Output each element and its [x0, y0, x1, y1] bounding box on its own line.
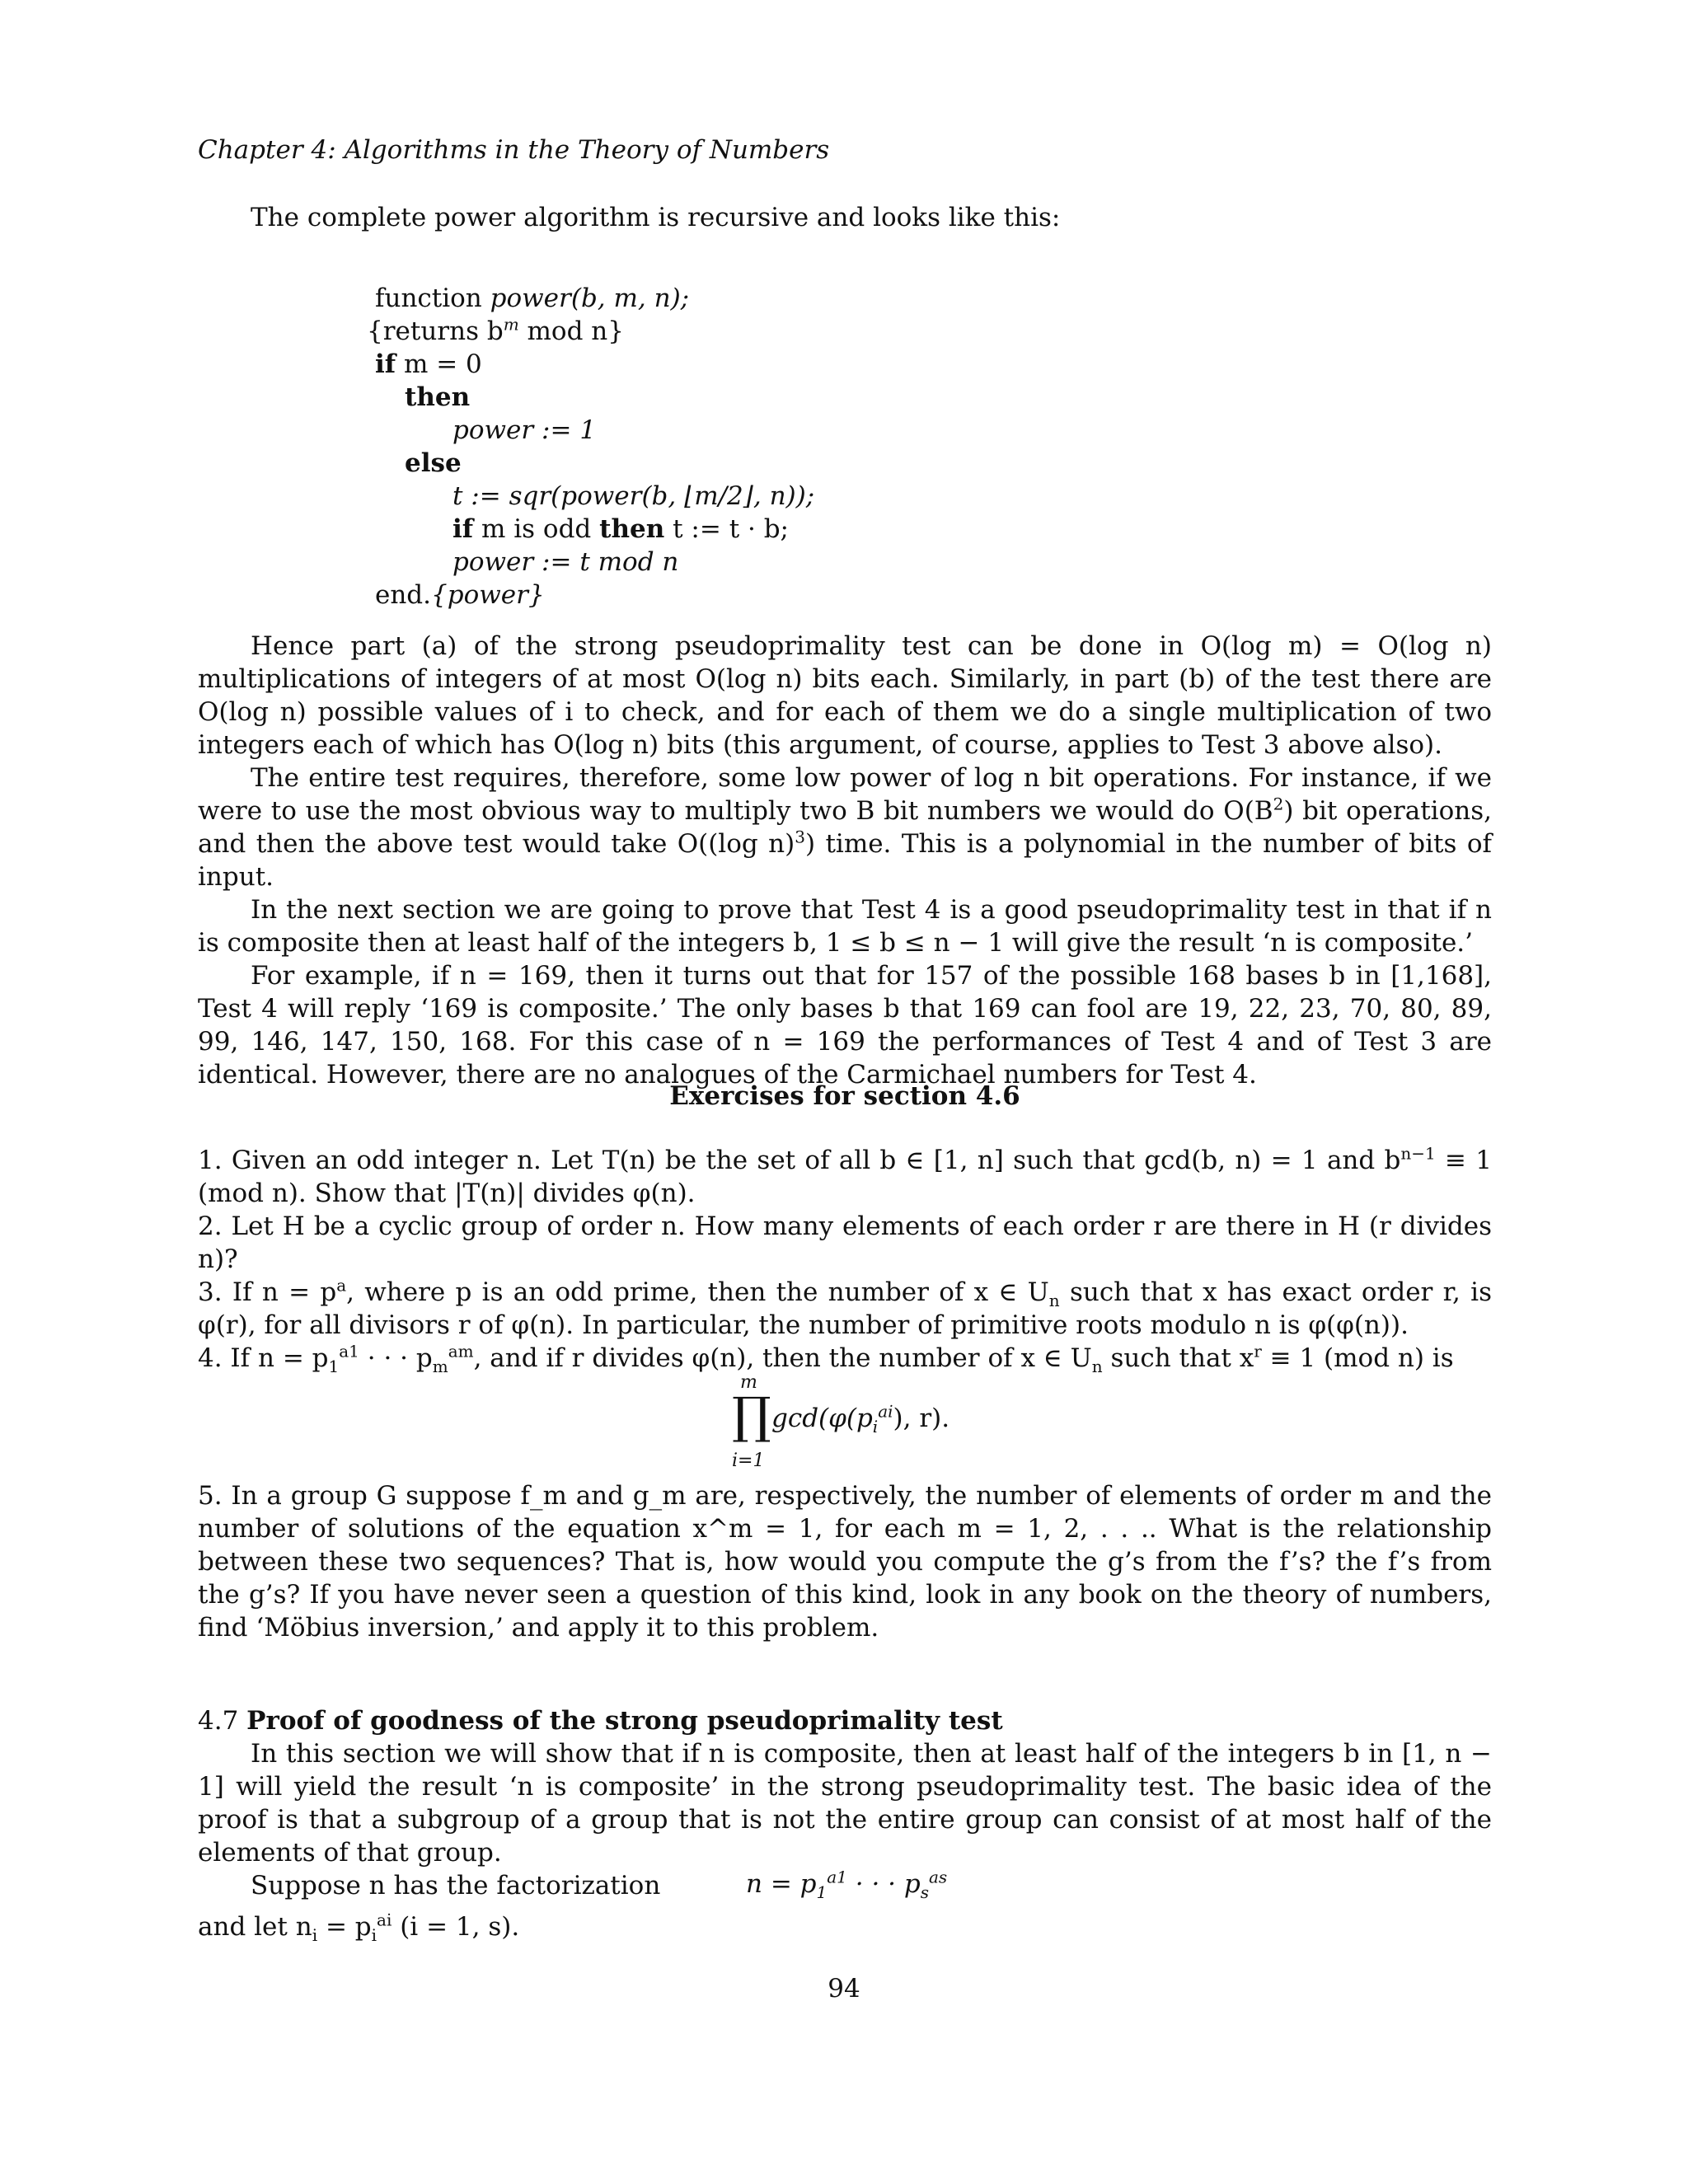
algorithm-listing [367, 282, 814, 612]
exercise-3: 3. If $n = p^a$, where p is an odd prime, then the number of x ∈ $U_n$ such that x has exact order r, is φ(r), for all divisors r of φ(n). In particular, the number of primitive roots modulo n is φ(φ(n)). [198, 1275, 1493, 1340]
exercise-5-block [198, 1479, 1492, 1644]
algo-line-4: then [405, 382, 471, 412]
exercises-heading: Exercises for section 4.6 [669, 1081, 1020, 1111]
algo-line-6: else [405, 448, 462, 478]
section-paragraph-2: Suppose n has the factorization [251, 1871, 661, 1900]
algo-line-8: if m is odd then t := t · b; [452, 514, 789, 544]
exercise-5: 5. In a group G suppose f_m and g_m are, respectively, the number of elements of order m and the number of solutions of the equation x^m = 1, for each m = 1, 2, . . .. What is the relationship between these two sequences? That is, how would you compute the g’s from the f’s? the f’s from the g’s? If you have never seen a question of this kind, look in any book on the theory of numbers, find ‘Möbius inversion,’ and apply it to this problem. [198, 1481, 1492, 1643]
page-number: 94 [828, 1974, 860, 2004]
exercise-4: 4. If $n = p_1^{a1}$ · · · $p_m^{am}$, and if r divides φ(n), then the number of x ∈ $U_n$ such that $x^r \equiv 1$ (mod n) is [198, 1341, 1454, 1377]
algo-line-2: {returns $b^m$ mod n} [367, 314, 624, 346]
algo-line-3: if m = 0 [375, 349, 482, 379]
running-header: Chapter 4: Algorithms in the Theory of Numbers [198, 135, 830, 165]
algo-line-7: t := sqr(power(b, ⌊m/2⌋, n)); [452, 481, 815, 511]
algo-line-5: power := 1 [452, 415, 597, 445]
exercise-2: 2. Let H be a cyclic group of order n. How many elements of each order r are there in H (r divides n)? [198, 1212, 1492, 1274]
paragraph-3: In the next section we are going to prove that Test 4 is a good pseudoprimality test in that if n is composite then at least half of the integers b, 1 ≤ b ≤ n − 1 will give the result ‘n is composite.’ [198, 895, 1492, 958]
product-formula [732, 1372, 979, 1479]
paragraph-1: Hence part (a) of the strong pseudoprimality test can be done in O(log m) = O(log n) multiplications of integers of at most O(log n) bits each. Similarly, in part (b) of the test there are O(log n) possible values of i to check, and for each of them we do a single multiplication of two integers each of which has O(log n) bits (this argument, of course, applies to Test 3 above also). [198, 631, 1492, 760]
section-last-line: and let $n_i = p_i^{ai}$ (i = 1, s). [198, 1910, 520, 1946]
paragraph-2: The entire test requires, therefore, some low power of log n bit operations. For instance, if we were to use the most obvious way to multiply two B bit numbers we would do $O(B^2)$ bit operations, and then the above test would take O((log n)$^3$) time. This is a polynomial in the number of bits of input. [198, 763, 1492, 892]
factorization-formula: $n = p_1^{a1}$ · · · $p_s^{as}$ [746, 1867, 948, 1903]
product-expression: $\gcd(\varphi(p_i^{ai})$, r). [771, 1401, 950, 1437]
algo-line-10: end.{power} [375, 580, 545, 610]
exercise-1: 1. Given an odd integer n. Let T(n) be the set of all b ∈ [1, n] such that gcd(b, n) = 1 and $b^{n-1} \equiv 1$ (mod n). Show that |T(n)| divides φ(n). [198, 1143, 1492, 1208]
section-heading: 4.7 Proof of goodness of the strong pseudoprimality test [198, 1706, 1003, 1736]
body-paragraphs [198, 630, 1492, 1091]
intro-line: The complete power algorithm is recursive and looks like this: [251, 203, 1061, 232]
algo-line-1: function power(b, m, n); [375, 284, 690, 313]
algo-line-9: power := t mod n [452, 547, 679, 577]
product-symbol: ∏ [732, 1387, 771, 1445]
product-upper-limit: m [740, 1372, 757, 1393]
paragraph-4: For example, if n = 169, then it turns out that for 157 of the possible 168 bases b in [1,168], Test 4 will reply ‘169 is composite.’ The only bases b that 169 can fool are 19, 22, 23, 70, 80, 89, 99, 146, 147, 150, 168. For this case of n = 169 the performances of Test 4 and of Test 3 are identical. However, there are no analogues of the Carmichael numbers for Test 4. [198, 961, 1492, 1090]
exercise-list [198, 1144, 1492, 1375]
section-paragraph-1: In this section we will show that if n is composite, then at least half of the integers b in [1, n − 1] will yield the result ‘n is composite’ in the strong pseudoprimality test. The basic idea of the proof is that a subgroup of a group that is not the entire group can consist of at most half of the elements of that group. [198, 1739, 1492, 1868]
product-lower-limit: i=1 [732, 1451, 765, 1471]
